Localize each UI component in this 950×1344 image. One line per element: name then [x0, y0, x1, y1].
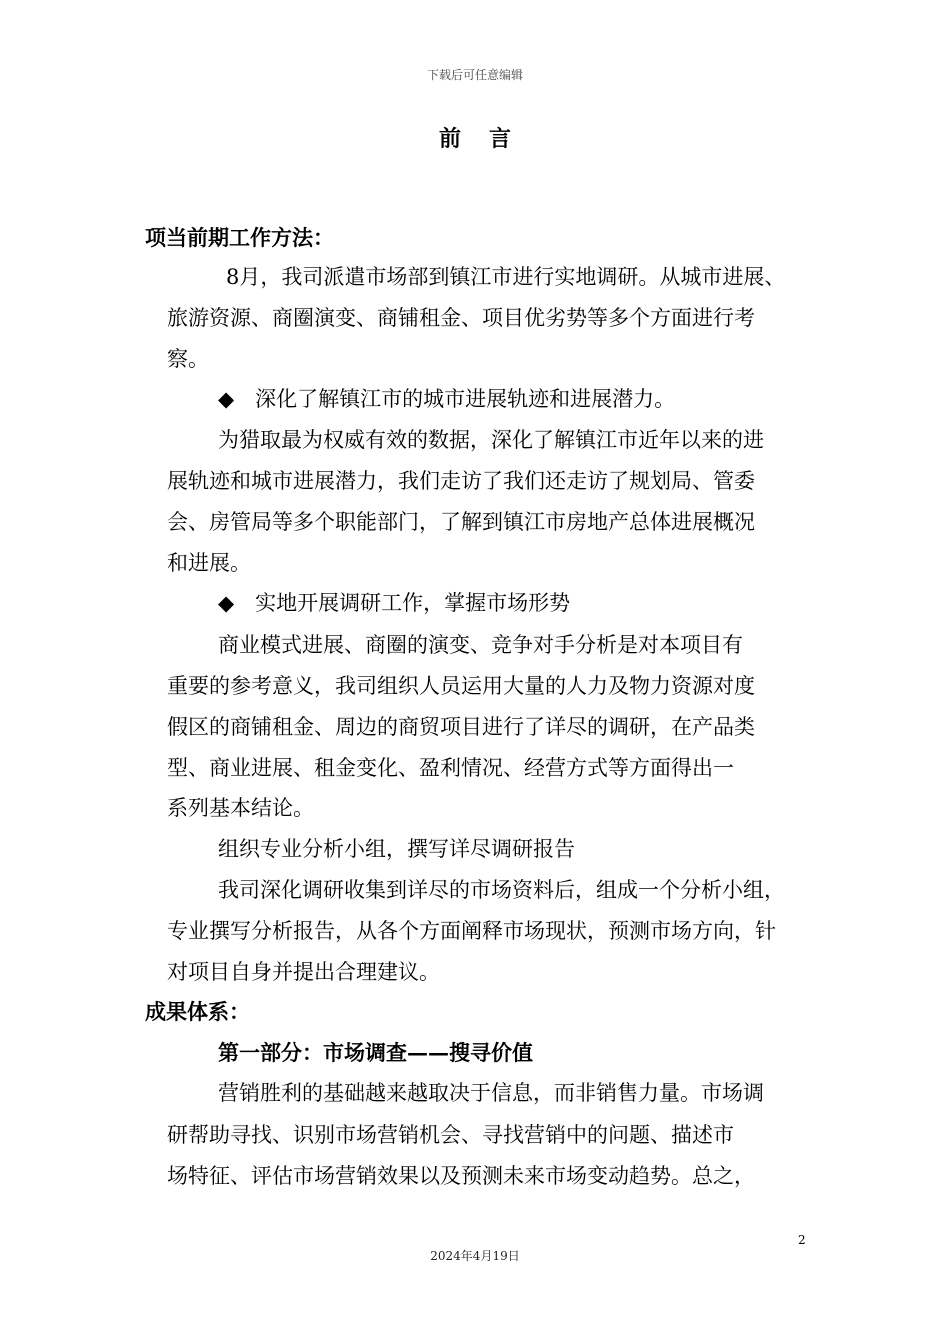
bullet-item: ◆ 深化了解镇江市的城市进展轨迹和进展潜力。 — [218, 387, 676, 411]
page-number: 2 — [798, 1233, 806, 1247]
paragraph-line: 旅游资源、商圈演变、商铺租金、项目优劣势等多个方面进行考 — [167, 306, 755, 330]
paragraph-line: 研帮助寻找、识别市场营销机会、寻找营销中的问题、描述市 — [167, 1123, 734, 1147]
paragraph-line: 型、商业进展、租金变化、盈利情况、经营方式等方面得出一 — [167, 756, 734, 780]
page-title: 前言 — [438, 126, 539, 152]
subsection-heading: 第一部分：市场调查——搜寻价值 — [218, 1040, 533, 1065]
page-footer-date: 2024年4月19日 — [430, 1249, 520, 1263]
paragraph-line: 对项目自身并提出合理建议。 — [167, 960, 440, 984]
paragraph-line: 商业模式进展、商圈的演变、竞争对手分析是对本项目有 — [218, 633, 743, 657]
paragraph-line: 专业撰写分析报告，从各个方面阐释市场现状，预测市场方向，针 — [167, 919, 776, 943]
paragraph-line: 察。 — [167, 347, 209, 371]
bullet-item: ◆ 实地开展调研工作，掌握市场形势 — [218, 591, 571, 615]
paragraph-line: 我司深化调研收集到详尽的市场资料后，组成一个分析小组， — [218, 878, 785, 902]
paragraph-line: 展轨迹和城市进展潜力，我们走访了我们还走访了规划局、管委 — [167, 469, 755, 493]
section-heading-methods: 项当前期工作方法： — [145, 225, 334, 250]
paragraph-line: 8月，我司派遣市场部到镇江市进行实地调研。从城市进展、 — [226, 265, 786, 289]
paragraph-line: 和进展。 — [167, 551, 251, 575]
page-header: 下载后可任意编辑 — [426, 68, 523, 82]
paragraph-line: 会、房管局等多个职能部门，了解到镇江市房地产总体进展概况 — [167, 510, 755, 534]
paragraph-line: 系列基本结论。 — [167, 796, 314, 820]
paragraph-line: 场特征、评估市场营销效果以及预测未来市场变动趋势。总之， — [167, 1164, 755, 1188]
paragraph-line: 组织专业分析小组，撰写详尽调研报告 — [218, 837, 575, 861]
paragraph-line: 假区的商铺租金、周边的商贸项目进行了详尽的调研，在产品类 — [167, 715, 755, 739]
section-heading-results: 成果体系： — [145, 999, 250, 1024]
paragraph-line: 重要的参考意义，我司组织人员运用大量的人力及物力资源对度 — [167, 674, 755, 698]
paragraph-line: 营销胜利的基础越来越取决于信息，而非销售力量。市场调 — [218, 1081, 764, 1105]
paragraph-line: 为猎取最为权威有效的数据，深化了解镇江市近年以来的进 — [218, 428, 764, 452]
